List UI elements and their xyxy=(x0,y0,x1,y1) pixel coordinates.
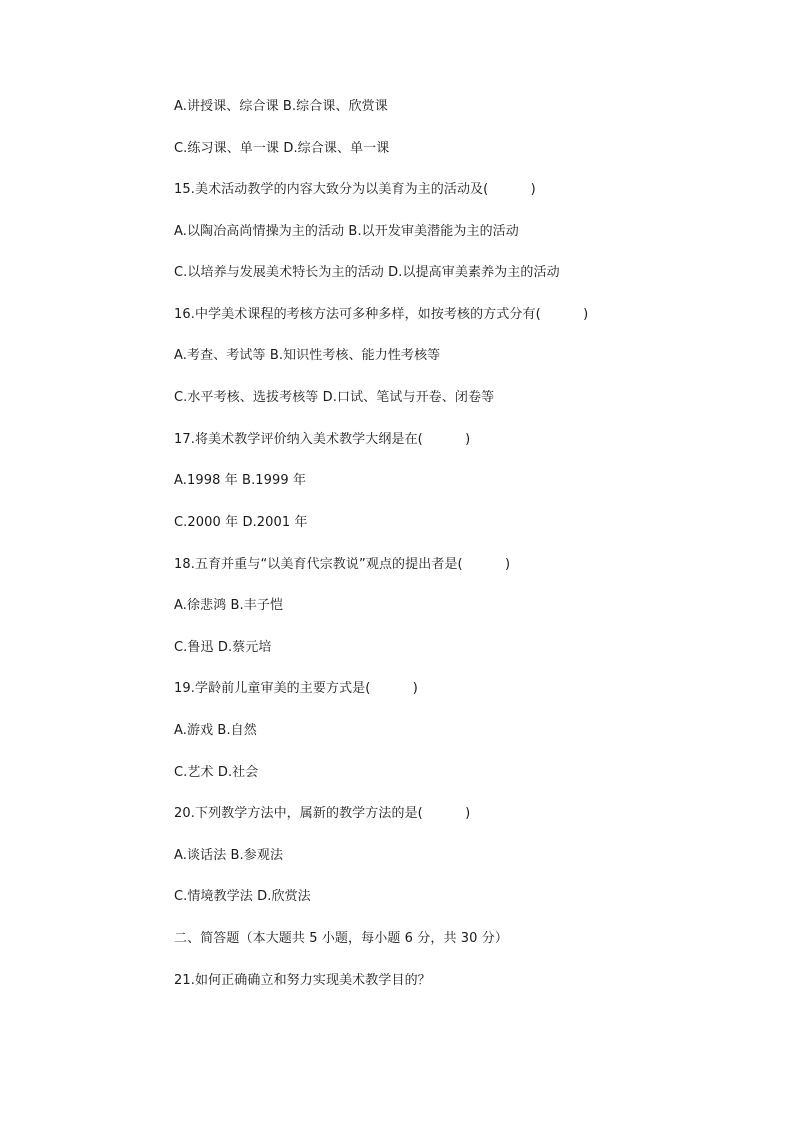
q18-question: 18.五育并重与“以美育代宗教说”观点的提出者是( ) xyxy=(174,557,511,572)
q20-options-ab: A.谈话法 B.参观法 xyxy=(174,848,284,863)
q18-options-ab: A.徐悲鸿 B.丰子恺 xyxy=(174,598,284,613)
q17-question: 17.将美术教学评价纳入美术教学大纲是在( ) xyxy=(174,432,471,447)
q19-options-cd: C.艺术 D.社会 xyxy=(174,765,259,780)
q20-question: 20.下列教学方法中，属新的教学方法的是( ) xyxy=(174,806,471,821)
q19-question: 19.学龄前儿童审美的主要方式是( ) xyxy=(174,681,418,696)
q14-options-ab: A.讲授课、综合课 B.综合课、欣赏课 xyxy=(174,99,388,114)
q18-options-cd: C.鲁迅 D.蔡元培 xyxy=(174,640,272,655)
q19-options-ab: A.游戏 B.自然 xyxy=(174,723,257,738)
q15-options-cd: C.以培养与发展美术特长为主的活动 D.以提高审美素养为主的活动 xyxy=(174,265,560,280)
q16-options-ab: A.考查、考试等 B.知识性考核、能力性考核等 xyxy=(174,348,441,363)
q15-question: 15.美术活动教学的内容大致分为以美育为主的活动及( ) xyxy=(174,182,536,197)
q17-options-ab: A.1998 年 B.1999 年 xyxy=(174,473,307,488)
q21-question: 21.如何正确确立和努力实现美术教学目的？ xyxy=(174,973,431,988)
q14-options-cd: C.练习课、单一课 D.综合课、单一课 xyxy=(174,141,390,156)
q20-options-cd: C.情境教学法 D.欣赏法 xyxy=(174,889,311,904)
q15-options-ab: A.以陶冶高尚情操为主的活动 B.以开发审美潜能为主的活动 xyxy=(174,224,519,239)
q17-options-cd: C.2000 年 D.2001 年 xyxy=(174,515,308,530)
q16-options-cd: C.水平考核、选拔考核等 D.口试、笔试与开卷、闭卷等 xyxy=(174,390,495,405)
q16-question: 16.中学美术课程的考核方法可多种多样，如按考核的方式分有( ) xyxy=(174,307,589,322)
section-heading-short-answer: 二、简答题（本大题共 5 小题，每小题 6 分，共 30 分） xyxy=(174,931,508,946)
